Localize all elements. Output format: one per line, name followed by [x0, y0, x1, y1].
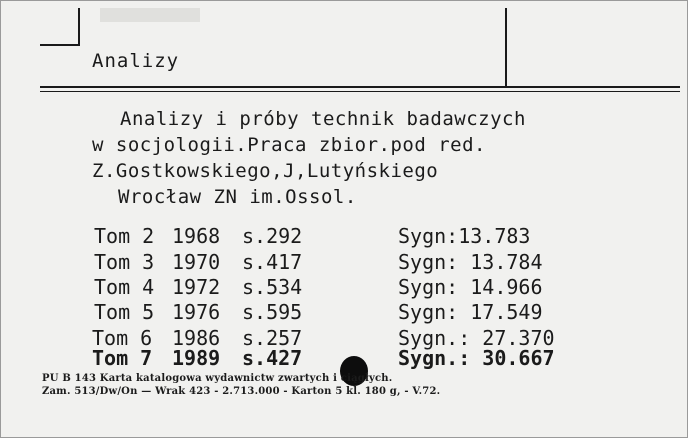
volume-pages: s.257: [242, 326, 303, 350]
volume-pages: s.427: [242, 346, 303, 370]
volume-year: 1972: [172, 275, 221, 299]
volume-sygn: Sygn.: 30.667: [398, 346, 555, 370]
volume-label: Tom 4: [94, 275, 155, 299]
volume-year: 1976: [172, 300, 221, 324]
header-rule-top: [40, 86, 680, 88]
volume-pages: s.595: [242, 300, 303, 324]
volume-label: Tom 5: [94, 300, 155, 324]
entry-line-4: Wrocław ZN im.Ossol.: [118, 186, 357, 208]
card-heading: Analizy: [92, 50, 180, 72]
faded-stamp: [100, 8, 200, 22]
volume-label: Tom 3: [94, 250, 155, 274]
entry-line-1: Analizy i próby technik badawczych: [120, 108, 526, 130]
volume-label: Tom 7: [92, 346, 153, 370]
volume-year: 1986: [172, 326, 221, 350]
footer-print-line-2: Zam. 513/Dw/On — Wrak 423 - 2.713.000 - Karton 5 kl. 180 g, - V.72.: [42, 386, 441, 397]
header-right-rule: [505, 8, 507, 86]
volume-label: Tom 2: [94, 224, 155, 248]
volume-pages: s.534: [242, 275, 303, 299]
footer-print-line-1: PU B 143 Karta katalogowa wydawnictw zwartych i ciągłych.: [42, 373, 393, 384]
volume-sygn: Sygn.: 27.370: [398, 326, 555, 350]
header-rule-bottom: [40, 91, 680, 92]
volume-year: 1970: [172, 250, 221, 274]
volume-label: Tom 6: [92, 326, 153, 350]
volume-sygn: Sygn: 17.549: [398, 300, 543, 324]
volume-year: 1989: [172, 346, 221, 370]
volume-sygn: Sygn: 14.966: [398, 275, 543, 299]
volume-pages: s.417: [242, 250, 303, 274]
entry-line-3: Z.Gostkowskiego,J,Lutyńskiego: [92, 160, 439, 182]
volume-sygn: Sygn: 13.784: [398, 250, 543, 274]
volume-year: 1968: [172, 224, 221, 248]
volume-sygn: Sygn:13.783: [398, 224, 531, 248]
header-left-rule: [78, 8, 80, 46]
volume-pages: s.292: [242, 224, 303, 248]
entry-line-2: w socjologii.Praca zbior.pod red.: [92, 134, 486, 156]
header-left-tick: [40, 44, 80, 46]
